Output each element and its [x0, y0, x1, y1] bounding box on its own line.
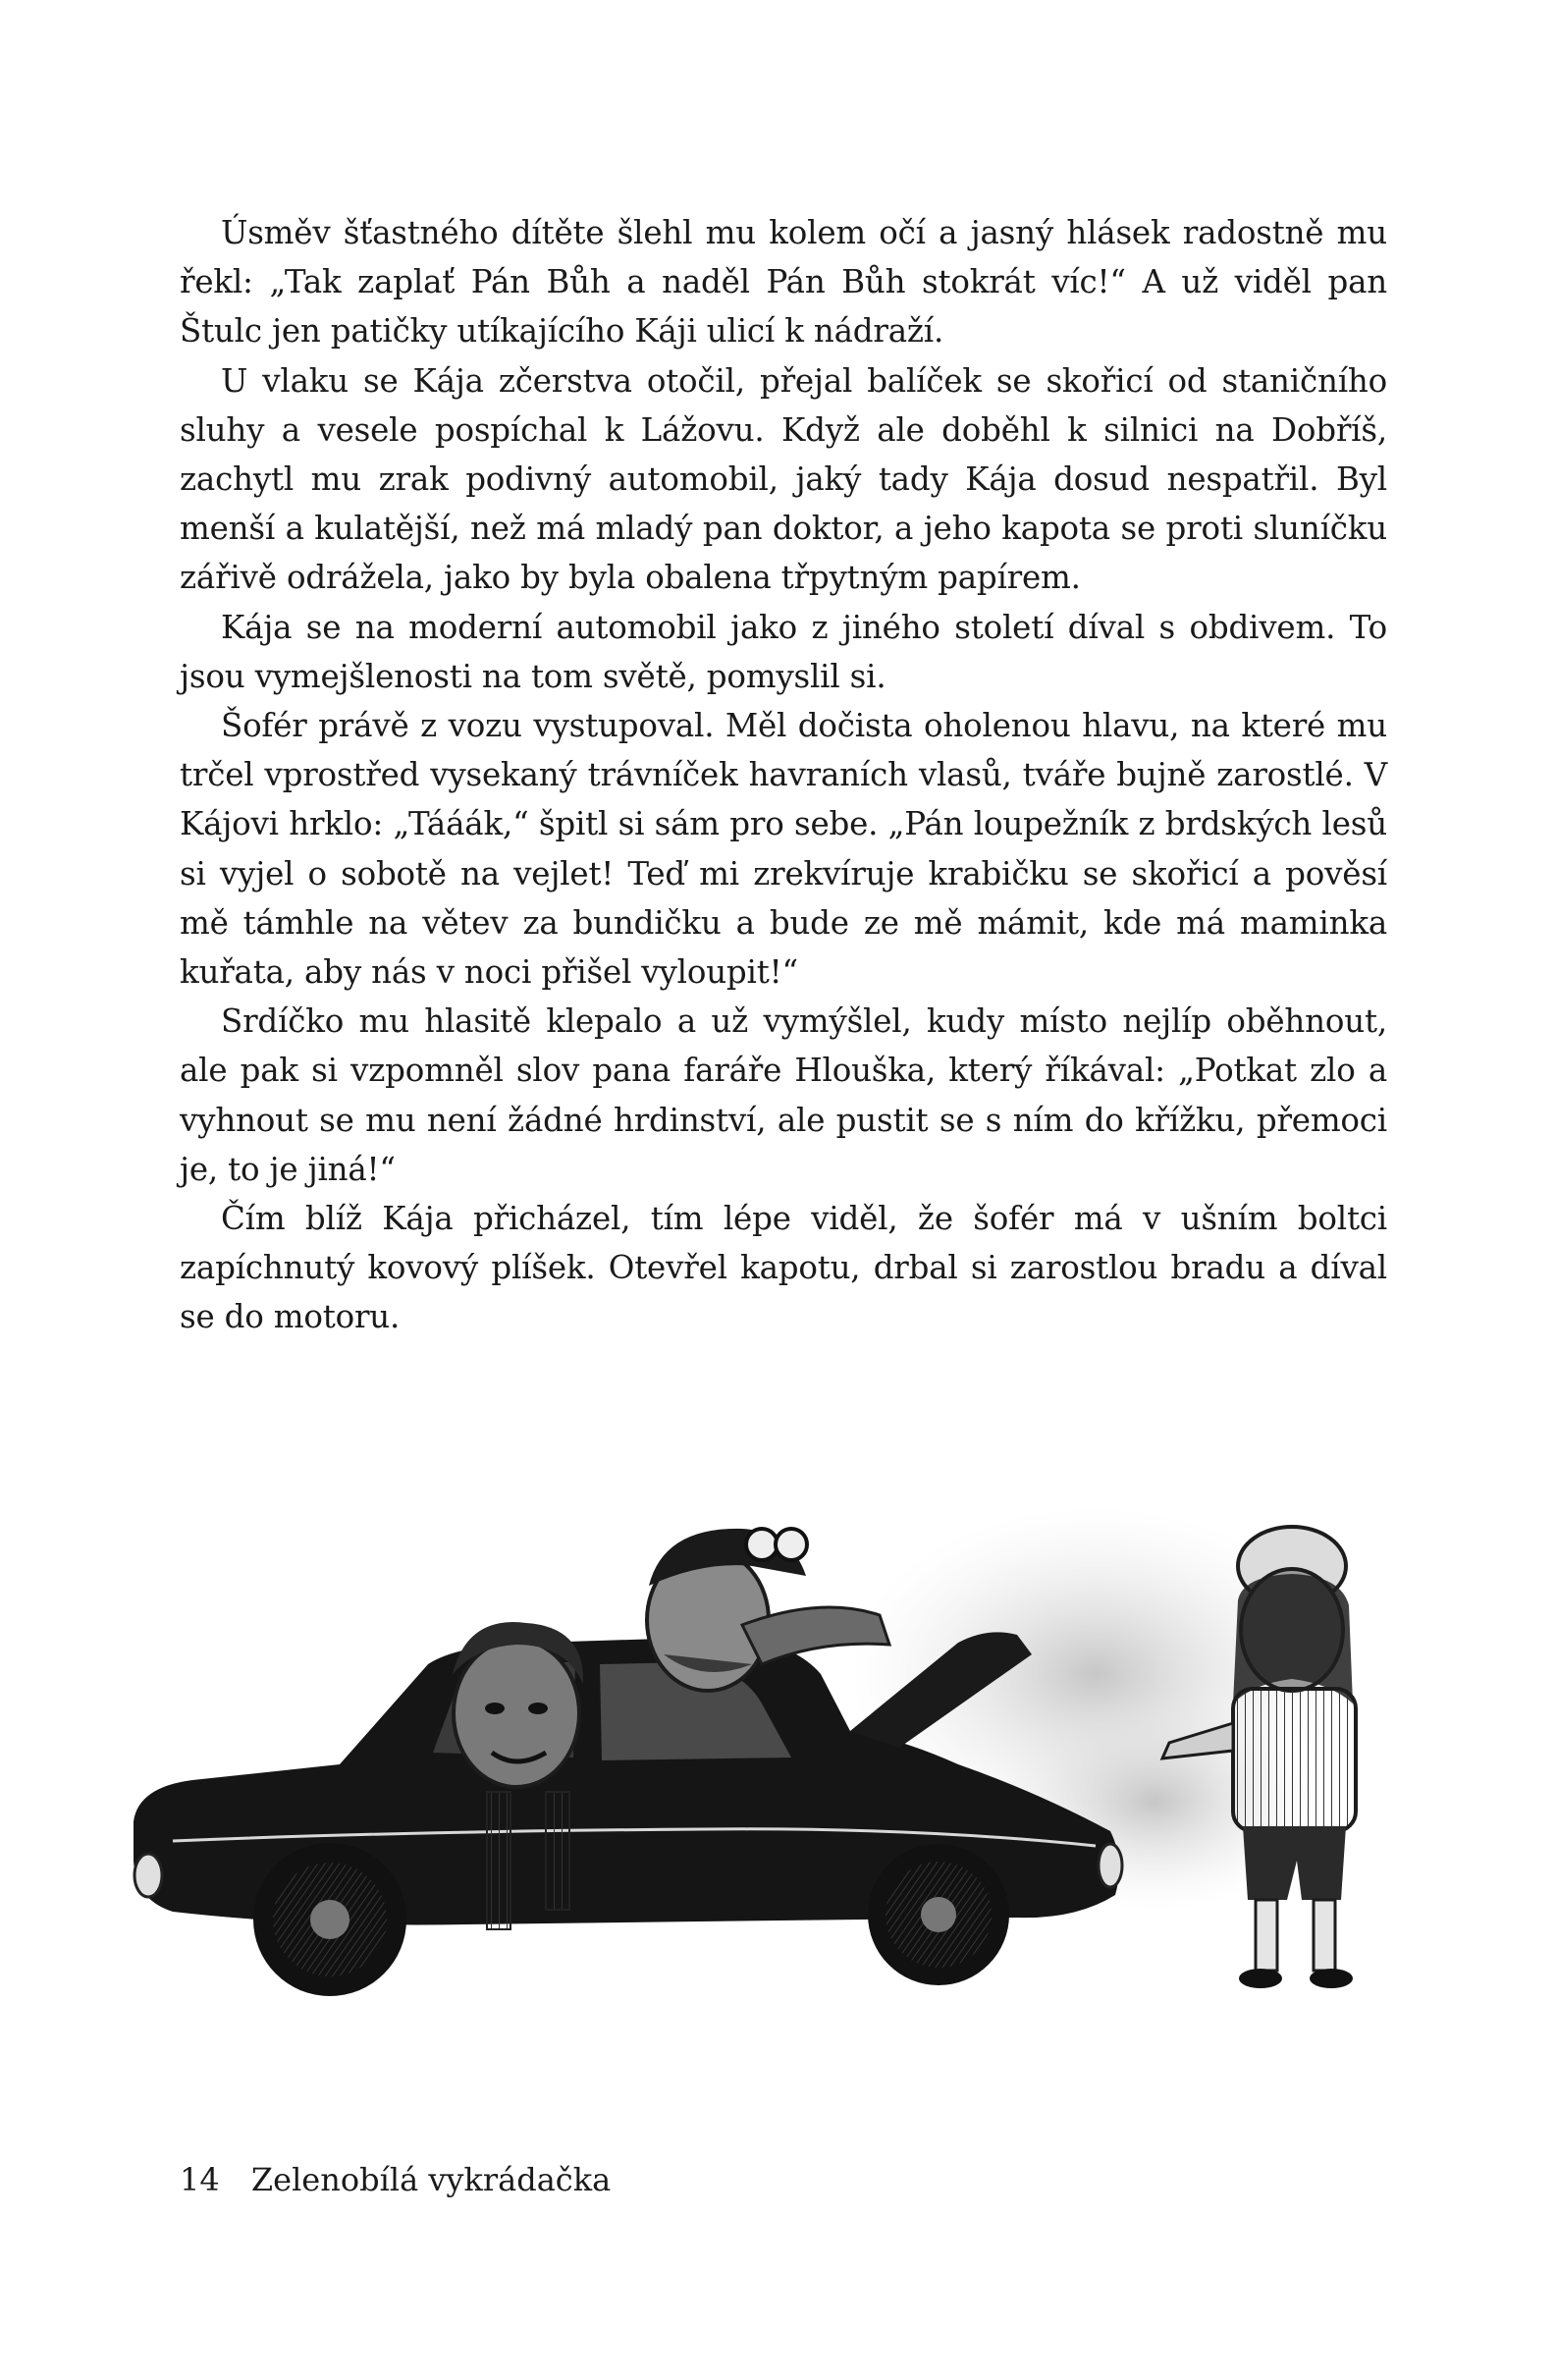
paragraph: Srdíčko mu hlasitě klepalo a už vymýšlel, kudy místo nejlíp oběhnout, ale pak si vzpomněl slov pana faráře Hlouška, který říkával: „Potkat zlo a vyhnout se mu není žádné hrdinství, ale pustit se s ním do křížku, přemoci je, to je jiná!“ — [180, 1002, 1387, 1188]
illustration-drawing — [114, 1507, 1439, 2008]
running-title: Zelenobílá vykrádačka — [250, 2161, 612, 2198]
page-number: 14 — [180, 2161, 220, 2198]
car-illustration — [114, 1507, 1439, 2008]
paragraph: Šofér právě z vozu vystupoval. Měl dočista oholenou hlavu, na které mu trčel vprostřed vysekaný trávníček havraních vlasů, tváře bujně zarostlé. V Kájovi hrklo: „Tááák,“ špitl si sám pro sebe. „Pán loupežník z brdských lesů si vyjel o sobotě na vejlet! Teď mi zrekvíruje krabičku se skořicí a pověsí mě támhle na větev za bundičku a bude ze mě mámit, kde má maminka kuřata, aby nás v noci přišel vyloupit!“ — [180, 707, 1387, 992]
body-text — [180, 208, 1387, 1342]
paragraph: Čím blíž Kája přicházel, tím lépe viděl, že šofér má v ušním boltci zapíchnutý kovový plíšek. Otevřel kapotu, drbal si zarostlou bradu a díval se do motoru. — [180, 1200, 1387, 1336]
paragraph: U vlaku se Kája zčerstva otočil, přejal balíček se skořicí od staničního sluhy a vesele pospíchal k Lážovu. Když ale doběhl k silnici na Dobříš, zachytl mu zrak podivný automobil, jaký tady Kája dosud nespatřil. Byl menší a kulatější, než má mladý pan doktor, a jeho kapota se proti sluníčku zářivě odrážela, jako by byla obalena třpytným papírem. — [180, 361, 1387, 597]
car — [134, 1632, 1122, 1996]
paragraph: Kája se na moderní automobil jako z jiného století díval s obdivem. To jsou vymejšlenosti na tom světě, pomyslil si. — [180, 608, 1387, 695]
paragraph: Úsměv šťastného dítěte šlehl mu kolem očí a jasný hlásek radostně mu řekl: „Tak zaplať Pán Bůh a naděl Pán Bůh stokrát víc!“ A už viděl pan Štulc jen patičky utíkajícího Káji ulicí k nádraží. — [180, 214, 1387, 351]
page-footer — [180, 2160, 611, 2199]
